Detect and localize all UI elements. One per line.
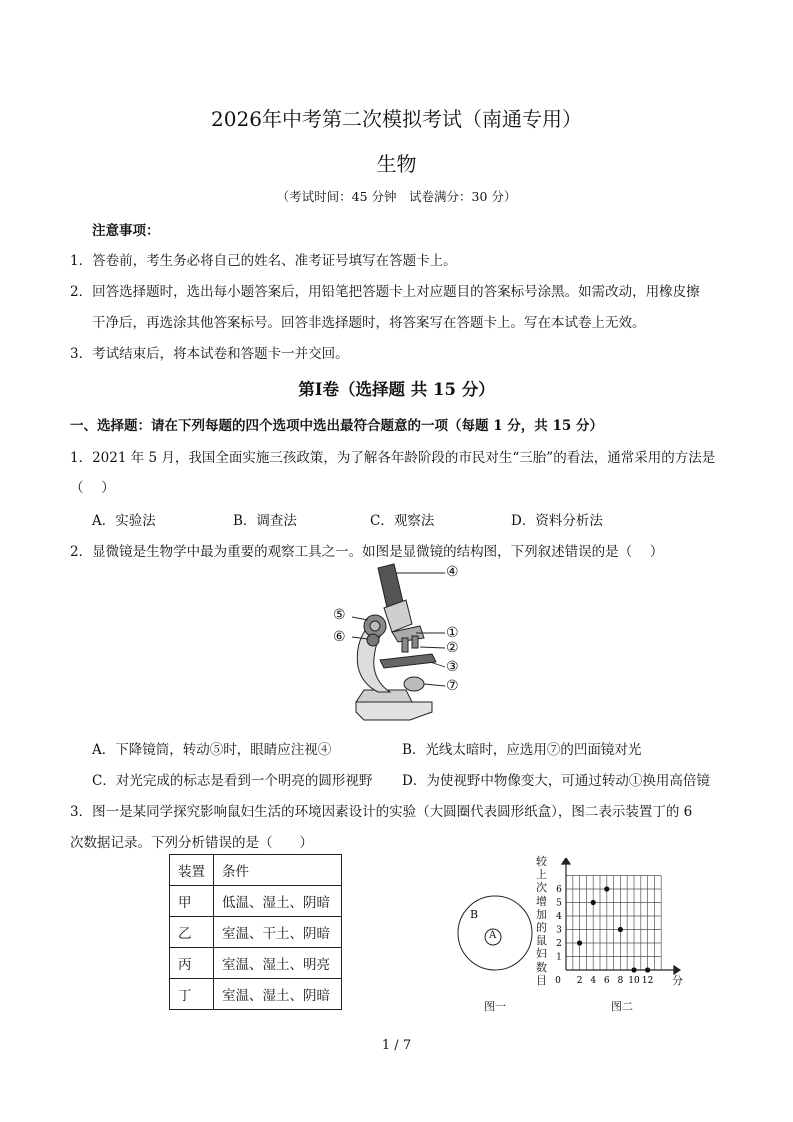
note-item: 干净后，再选涂其他答案标号。回答非选择题时，将答案写在答题卡上。写在本试卷上无效。 <box>92 315 646 331</box>
label-2: ② <box>446 640 459 656</box>
table-cell: 乙 <box>170 917 214 948</box>
q2-option-d: D．为使视野中物像变大，可通过转动①换用高倍镜 <box>402 773 710 789</box>
table-cell: 低温、湿土、阴暗 <box>214 886 342 917</box>
q2-option-c: C．对光完成的标志是看到一个明亮的圆形视野 <box>92 773 373 789</box>
chart-x-tick-label: 4 <box>590 976 597 986</box>
table-header: 条件 <box>214 855 342 886</box>
table-header-row <box>170 855 342 886</box>
note-item: 2．回答选择题时，选出每小题答案后，用铅笔把答题卡上对应题目的答案标号涂黑。如需改动，用橡皮擦 <box>70 284 700 300</box>
chart-y-label: 较上次增加的鼠妇数目 <box>536 855 547 987</box>
chart-x-tick-label: 10 <box>628 976 640 986</box>
table-row <box>170 979 342 1010</box>
chart-data-point <box>591 900 596 905</box>
section-title: 第Ⅰ卷（选择题 共 15 分） <box>298 380 495 399</box>
question-1-stem: 1．2021 年 5 月，我国全面实施三孩政策，为了解各年龄阶段的市民对生“三胎”的看法，通常采用的方法是 <box>70 450 716 466</box>
chart-x-label: 分 <box>672 974 683 987</box>
figure-2-caption: 图二 <box>611 1000 633 1013</box>
chart-data-point <box>604 886 609 891</box>
figure-1-label-b: B <box>470 908 479 921</box>
chart-data-point <box>631 967 636 972</box>
chart-data-point <box>618 927 623 932</box>
table-row <box>170 948 342 979</box>
label-3: ③ <box>446 659 459 675</box>
question-2-stem: 2．显微镜是生物学中最为重要的观察工具之一。如图是显微镜的结构图，下列叙述错误的是（ ） <box>70 544 664 560</box>
figure-1-label-a: A <box>489 930 497 941</box>
chart-x-tick-label: 6 <box>603 976 610 986</box>
q2-option-a: A．下降镜筒，转动⑤时，眼睛应注视④ <box>92 742 332 758</box>
table-cell: 室温、干土、阴暗 <box>214 917 342 948</box>
table-cell: 丙 <box>170 948 214 979</box>
chart-y-tick-label: 2 <box>556 939 562 949</box>
label-5: ⑤ <box>333 607 346 623</box>
chart-y-tick-label: 6 <box>556 885 562 895</box>
chart-x-tick-label: 2 <box>576 976 583 986</box>
q1-option-a: A．实验法 <box>92 513 156 529</box>
exam-info: （考试时间：45 分钟 试卷满分：30 分） <box>276 189 517 204</box>
page-number: 1 / 7 <box>381 1038 412 1053</box>
table-cell: 甲 <box>170 886 214 917</box>
section-instruction: 一、选择题：请在下列每题的四个选项中选出最符合题意的一项（每题 1 分，共 15 分） <box>70 418 603 434</box>
chart-x-tick-label: 0 <box>555 976 561 986</box>
label-4: ④ <box>446 564 459 580</box>
label-7: ⑦ <box>446 678 459 694</box>
chart-y-tick-label: 5 <box>556 898 562 909</box>
q2-option-b: B．光线太暗时，应选用⑦的凹面镜对光 <box>402 742 642 758</box>
question-3-stem-cont: 次数据记录。下列分析错误的是（ ） <box>70 835 313 851</box>
q1-option-c: C．观察法 <box>370 513 435 529</box>
figure-1-caption: 图一 <box>484 1000 506 1013</box>
chart-x-tick-label: 8 <box>617 976 624 986</box>
question-1-stem-cont: （ ） <box>70 480 115 496</box>
conditions-table <box>169 854 342 1010</box>
chart-y-tick-label: 3 <box>556 925 562 936</box>
chart-data-point <box>645 967 650 972</box>
notes-heading: 注意事项： <box>92 223 160 239</box>
exam-title: 2026年中考第二次模拟考试（南通专用） <box>211 107 582 131</box>
label-6: ⑥ <box>333 629 346 645</box>
chart-x-tick-label: 12 <box>641 976 654 986</box>
figure-2-chart <box>550 858 690 988</box>
q1-option-d: D．资料分析法 <box>511 513 603 529</box>
label-1: ① <box>446 625 459 641</box>
note-item: 1．答卷前，考生务必将自己的姓名、准考证号填写在答题卡上。 <box>70 253 457 269</box>
chart-y-tick-label: 4 <box>556 912 562 922</box>
table-cell: 丁 <box>170 979 214 1010</box>
table-row <box>170 917 342 948</box>
question-3-stem: 3．图一是某同学探究影响鼠妇生活的环境因素设计的实验（大圆圈代表圆形纸盒），图二表示装置丁的 6 <box>70 804 693 820</box>
table-header: 装置 <box>170 855 214 886</box>
chart-data-point <box>577 940 582 945</box>
table-cell: 室温、湿土、明亮 <box>214 948 342 979</box>
chart-y-tick-label: 1 <box>556 952 562 963</box>
table-cell: 室温、湿土、阴暗 <box>214 979 342 1010</box>
subject-title: 生物 <box>376 152 417 176</box>
table-row <box>170 886 342 917</box>
q1-option-b: B．调查法 <box>233 513 297 529</box>
note-item: 3．考试结束后，将本试卷和答题卡一并交回。 <box>70 346 349 362</box>
